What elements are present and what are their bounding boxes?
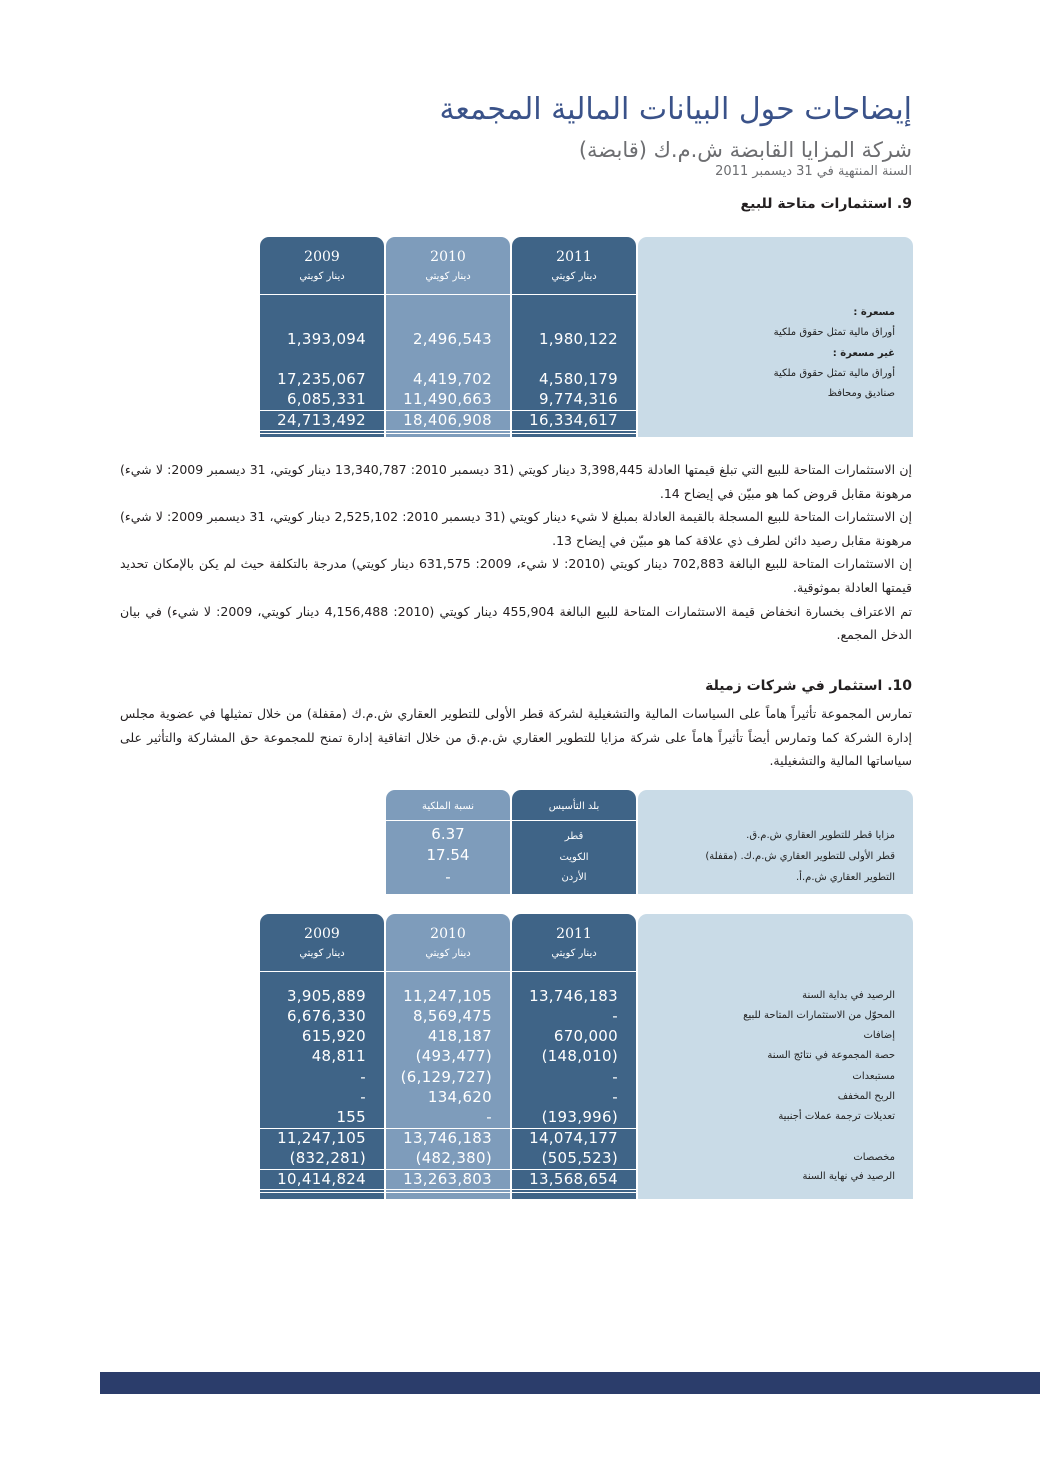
company-name-cell: مزايا قطر للتطوير العقاري ش.م.ق. (746, 830, 895, 841)
year-header: 2009 (304, 926, 340, 942)
cell-provisions: (832,281) (289, 1149, 366, 1167)
company-name-cell: قطر الأولى للتطوير العقاري ش.م.ك. (مقفلة) (705, 851, 895, 862)
section-10-heading: 10. استثمار في شركات زميلة (705, 678, 912, 694)
movement-column-2009 (260, 914, 384, 1199)
share-cell: 17.54 (426, 846, 470, 864)
cell-share: (148,010) (541, 1047, 618, 1065)
cell-unquoted: 4,419,702 (412, 370, 492, 388)
label-additions: إضافات (863, 1030, 895, 1041)
label-quoted: مسعرة : (853, 307, 895, 318)
country-cell: الكويت (559, 852, 589, 863)
year-header: 2009 (304, 249, 340, 265)
section-9-notes (120, 458, 912, 647)
label-unquoted: غير مسعرة : (832, 348, 895, 359)
intro-paragraph: تمارس المجموعة تأثيراً هاماً على السياسات المالية والتشغيلية لشركة قطر الأولى للتطوير العقاري ش.م.ك (مقفلة) من خلال تمثيلها في عضوية مجلس إدارة الشركة كما وتمارس أيضاً تأثيراً هاماً على شركة مزايا للتطوير العقاري ش.م.ق من خلال اتفاقية إدارة تمنح للمجموعة حق المشاركة والتأثير على سياساتها المالية والتشغيلية. (120, 706, 912, 769)
note-paragraph: تم الاعتراف بخسارة انخفاض قيمة الاستثمارات المتاحة للبيع البالغة 455,904 دينار كويتي (2010: 4,156,488 دينار كويتي، 2009: لا شيء) في بيان الدخل المجمع. (120, 603, 913, 643)
cell-funds: 11,490,663 (403, 390, 492, 408)
cell-funds: 6,085,331 (286, 390, 366, 408)
cell-opening: 13,746,183 (529, 987, 618, 1005)
label-disposals: مستبعدات (852, 1071, 895, 1082)
cell-fx: (193,996) (541, 1108, 618, 1126)
country-header: بلد التأسيس (548, 801, 600, 812)
label-opening: الرصيد في بداية السنة (802, 990, 895, 1001)
cell-additions: 418,187 (427, 1027, 492, 1045)
movement-column-2010 (386, 914, 510, 1199)
cell-share: (493,477) (415, 1047, 492, 1065)
cell-fx: - (486, 1108, 492, 1126)
section-10-intro (120, 702, 912, 773)
currency-label: دينار كويتي (425, 271, 471, 282)
cell-provisions: (505,523) (541, 1149, 618, 1167)
cell-quoted: 1,980,122 (538, 330, 618, 348)
share-column (386, 790, 510, 894)
share-header: نسبة الملكية (421, 801, 475, 812)
cell-quoted: 2,496,543 (412, 330, 492, 348)
cell-disposals: - (612, 1068, 618, 1086)
label-fx: تعديلات ترجمة عملات أجنبية (778, 1111, 895, 1122)
share-cell: - (445, 868, 451, 886)
cell-total: 18,406,908 (403, 411, 492, 429)
label-transfer: المحوّل من الاستثمارات المتاحة للبيع (743, 1010, 895, 1021)
label-quoted-equity: أوراق مالية تمثل حقوق ملكية (773, 327, 895, 338)
currency-label: دينار كويتي (299, 271, 345, 282)
note-paragraph: إن الاستثمارات المتاحة للبيع المسجلة بالقيمة العادلة بمبلغ لا شيء دينار كويتي (31 ديسمبر 2010: 2,525,102 دينار كويتي، 31 ديسمبر 2009: لا شيء) مرهونة مقابل رصيد دائن لطرف ذي علاقة كما هو مبيّن في إيضاح 13. (120, 509, 912, 548)
afs-column-2009 (260, 237, 384, 437)
cell-transfer: 6,676,330 (286, 1007, 366, 1025)
country-column (512, 790, 636, 894)
label-share: حصة المجموعة في نتائج السنة (767, 1050, 895, 1061)
cell-additions: 615,920 (301, 1027, 366, 1045)
note-paragraph: إن الاستثمارات المتاحة للبيع البالغة 702,883 دينار كويتي (2010: لا شيء، 2009: 631,575 دينار كويتي) مدرجة بالتكلفة حيث لم يكن بالإمكان تحديد قيمتها العادلة بموثوقية. (120, 556, 912, 595)
cell-dilution: 134,620 (427, 1088, 492, 1106)
cell-quoted: 1,393,094 (286, 330, 366, 348)
movement-column-2011 (512, 914, 636, 1199)
ownership-label-column (638, 790, 913, 894)
cell-opening: 3,905,889 (286, 987, 366, 1005)
afs-column-2011 (512, 237, 636, 437)
label-provisions: مخصصات (853, 1152, 895, 1163)
cell-fx: 155 (336, 1108, 366, 1126)
company-name-cell: التطوير العقاري ش.م.أ. (796, 872, 895, 883)
country-cell: الأردن (561, 872, 587, 883)
company-name: شركة المزايا القابضة ش.م.ك (قابضة) (578, 138, 912, 162)
cell-subtotal: 11,247,105 (277, 1129, 366, 1147)
section-9-heading: 9. استثمارات متاحة للبيع (740, 196, 912, 212)
currency-label: دينار كويتي (299, 948, 345, 959)
cell-closing: 13,263,803 (403, 1170, 492, 1188)
label-closing: الرصيد في نهاية السنة (802, 1171, 895, 1182)
cell-disposals: - (360, 1068, 366, 1086)
currency-label: دينار كويتي (425, 948, 471, 959)
note-paragraph: إن الاستثمارات المتاحة للبيع التي تبلغ قيمتها العادلة 3,398,445 دينار كويتي (31 ديسمبر 2010: 13,340,787 دينار كويتي، 31 ديسمبر 2009: لا شيء) مرهونة مقابل قروض كما هو مبيّن في إيضاح 14. (120, 462, 912, 501)
afs-column-2010 (386, 237, 510, 437)
cell-disposals: (6,129,727) (400, 1068, 492, 1086)
share-cell: 6.37 (431, 825, 465, 843)
cell-transfer: 8,569,475 (412, 1007, 492, 1025)
cell-funds: 9,774,316 (538, 390, 618, 408)
cell-closing: 13,568,654 (529, 1170, 618, 1188)
page-title: إيضاحات حول البيانات المالية المجمعة (439, 92, 912, 127)
cell-total: 16,334,617 (529, 411, 618, 429)
movement-label-column (638, 914, 913, 1199)
cell-unquoted: 17,235,067 (277, 370, 366, 388)
label-unquoted-equity: أوراق مالية تمثل حقوق ملكية (773, 368, 895, 379)
country-cell: قطر (564, 831, 584, 842)
cell-dilution: - (360, 1088, 366, 1106)
cell-dilution: - (612, 1088, 618, 1106)
cell-subtotal: 14,074,177 (529, 1129, 618, 1147)
footer-bar (100, 1372, 1040, 1394)
cell-subtotal: 13,746,183 (403, 1129, 492, 1147)
year-header: 2010 (430, 249, 466, 265)
currency-label: دينار كويتي (551, 948, 597, 959)
period-label: السنة المنتهية في 31 ديسمبر 2011 (715, 164, 912, 179)
afs-label-column (638, 237, 913, 437)
cell-unquoted: 4,580,179 (538, 370, 618, 388)
label-funds: صناديق ومحافظ (827, 388, 895, 399)
year-header: 2011 (556, 926, 592, 942)
currency-label: دينار كويتي (551, 271, 597, 282)
label-dilution: الربح المخفف (837, 1091, 895, 1102)
cell-provisions: (482,380) (415, 1149, 492, 1167)
year-header: 2010 (430, 926, 466, 942)
cell-additions: 670,000 (553, 1027, 618, 1045)
year-header: 2011 (556, 249, 592, 265)
cell-opening: 11,247,105 (403, 987, 492, 1005)
cell-closing: 10,414,824 (277, 1170, 366, 1188)
cell-total: 24,713,492 (277, 411, 366, 429)
cell-transfer: - (612, 1007, 618, 1025)
cell-share: 48,811 (311, 1047, 366, 1065)
